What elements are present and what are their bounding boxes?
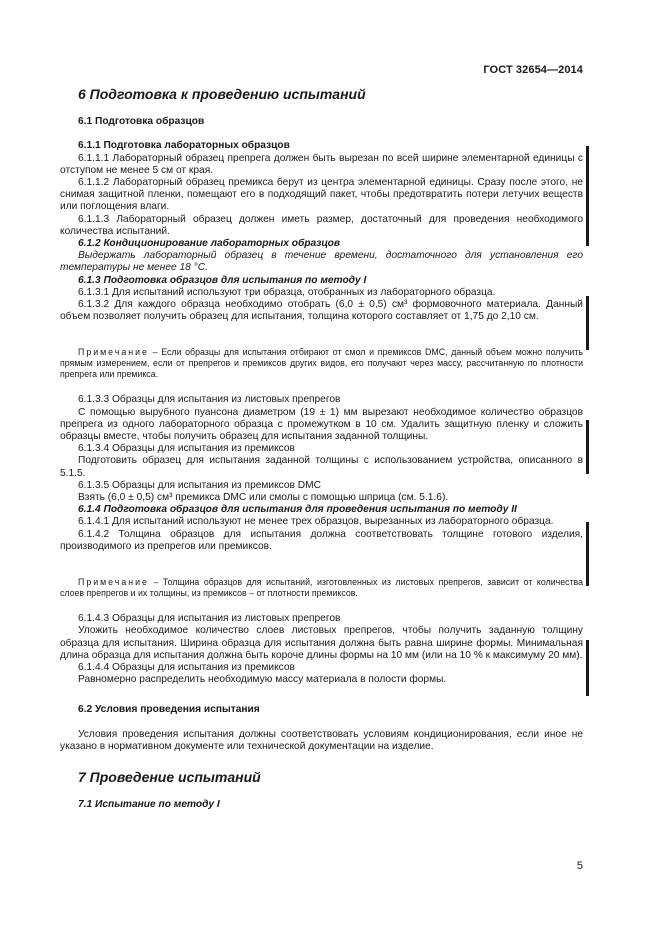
paragraph: С помощью вырубного пуансона диаметром (19 ± 1) мм вырезают необходимое количество образцов препрега из одного лабораторного образца с промежутком в 10 см. Удалить защитную пленку и сложить образцы вместе, чтобы получить образец для испытания заданной толщины.	[60, 406, 583, 443]
subsection-7-1-heading: 7.1 Испытание по методу I	[78, 799, 220, 811]
note	[60, 347, 583, 380]
paragraph: Выдержать лабораторный образец в течение времени, достаточного для установления его температуры не менее 18 °С.	[60, 250, 583, 274]
paragraph: 6.1.3.3 Образцы для испытания из листовых препрегов	[78, 394, 341, 406]
subsection-6-1-1-heading: 6.1.1 Подготовка лабораторных образцов	[78, 140, 290, 152]
subsection-6-1-3-heading: 6.1.3 Подготовка образцов для испытания по методу I	[78, 274, 367, 286]
paragraph: Равномерно распределить необходимую массу материала в полости формы.	[78, 674, 447, 686]
change-bar	[586, 146, 589, 246]
paragraph: Условия проведения испытания должны соответствовать условиям кондиционирования, если иное не указано в нормативном документе или технической документации на изделие.	[60, 728, 583, 752]
paragraph: 6.1.4.2 Толщина образцов для испытания должна соответствовать толщине готового изделия, производимого из препрегов или премиксов.	[60, 528, 583, 552]
paragraph: Взять (6,0 ± 0,5) см³ премикса DMC или смолы с помощью шприца (см. 5.1.6).	[78, 492, 449, 504]
subsection-6-1-heading: 6.1 Подготовка образцов	[78, 116, 205, 128]
paragraph: Уложить необходимое количество слоев листовых препрегов, чтобы получить заданную толщину образца для испытания. Ширина образца для испытания должна быть равна ширине формы. Минимальная длина образца для испытания должна быть короче длины формы на 10 мм (или на 10 % к максимуму 20 мм).	[60, 625, 583, 661]
subsection-6-2-heading: 6.2 Условия проведения испытания	[78, 704, 260, 716]
change-bar	[586, 420, 589, 474]
document-header: ГОСТ 32654—2014	[483, 64, 583, 76]
note-label: Примечание	[78, 577, 149, 588]
section-7-heading: 7 Проведение испытаний	[78, 768, 261, 785]
paragraph: 6.1.3.5 Образцы для испытания из премиксов DMC	[78, 479, 321, 491]
note	[60, 577, 583, 599]
paragraph: 6.1.1.3 Лабораторный образец должен иметь размер, достаточный для проведения необходимого количества испытаний.	[60, 213, 583, 237]
change-bar	[586, 640, 589, 696]
change-bar	[586, 296, 589, 350]
page-body	[60, 88, 583, 823]
paragraph: 6.1.1.2 Лабораторный образец премикса берут из центра элементарной единицы. Сразу после этого, не снимая защитной пленки, помещают его в подходящий пакет, чтобы предотвратить потери летучих веществ или поглощения влаги.	[60, 177, 583, 213]
section-6-heading: 6 Подготовка к проведению испытаний	[78, 86, 366, 102]
subsection-6-1-4-heading: 6.1.4 Подготовка образцов для испытания для проведения испытания по методу II	[78, 504, 517, 516]
paragraph: 6.1.1.1 Лабораторный образец препрега должен быть вырезан по всей ширине элементарной единицы с отступом не менее 5 см от края.	[60, 152, 583, 176]
paragraph: 6.1.4.1 Для испытаний используют не менее трех образцов, вырезанных из лабораторного образца.	[78, 516, 554, 528]
paragraph: 6.1.3.2 Для каждого образца необходимо отобрать (6,0 ± 0,5) см³ формовочного материала. Данный объем позволяет получить образец для испытания, толщина которого составляет от 1,75 до 2,10 см.	[60, 299, 583, 323]
note-label: Примечание	[78, 347, 149, 358]
paragraph: 6.1.3.4 Образцы для испытания из премиксов	[78, 443, 295, 455]
note-text: – Толщина образцов для испытаний, изготовленных из листовых препрегов, зависит от количества слоев препрегов и их толщины, из премиксов – от плотности премиксов.	[60, 577, 583, 599]
paragraph: 6.1.3.1 Для испытаний используют три образца, отобранных из лабораторного образца.	[78, 286, 496, 298]
note-text: – Если образцы для испытания отбирают от смол и премиксов DMC, данный объем можно получить прямым измерением, если от препрегов и премиксов других видов, его получают через массу, рассчитанную по плотности препрега или премикса.	[60, 347, 583, 380]
paragraph: 6.1.4.4 Образцы для испытания из премиксов	[78, 661, 295, 673]
subsection-6-1-2-heading: 6.1.2 Кондиционирование лабораторных образцов	[78, 238, 340, 250]
paragraph: 6.1.4.3 Образцы для испытания из листовых препрегов	[78, 613, 341, 625]
change-bar	[586, 522, 589, 586]
page-number: 5	[576, 860, 583, 872]
paragraph: Подготовить образец для испытания заданной толщины с использованием устройства, описанного в 5.1.5.	[60, 455, 583, 479]
